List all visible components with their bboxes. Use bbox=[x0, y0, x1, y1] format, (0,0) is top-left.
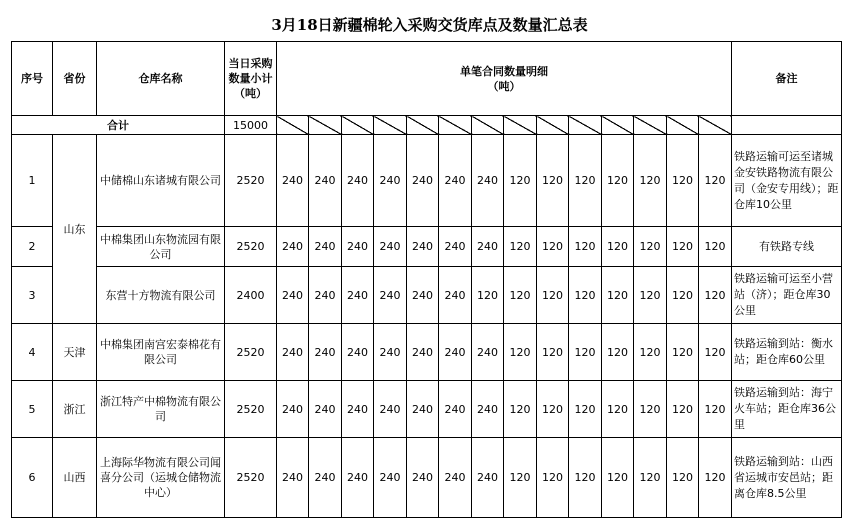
detail-cell: 240 bbox=[407, 227, 439, 267]
detail-cell: 120 bbox=[569, 324, 602, 381]
row-remark: 铁路运输可运至诸城金安铁路物流有限公司（金安专用线）；距仓库10公里 bbox=[732, 135, 842, 227]
table-row bbox=[12, 381, 842, 438]
table-row bbox=[12, 267, 842, 324]
detail-cell: 120 bbox=[699, 438, 732, 518]
empty-diagonal-cell bbox=[407, 116, 439, 135]
detail-cell: 240 bbox=[439, 267, 472, 324]
detail-cell: 240 bbox=[342, 135, 374, 227]
row-province: 山西 bbox=[53, 438, 97, 518]
empty-diagonal-cell bbox=[699, 116, 732, 135]
row-warehouse: 中棉集团南宫宏泰棉花有限公司 bbox=[97, 324, 225, 381]
detail-cell: 240 bbox=[374, 438, 407, 518]
detail-cell: 240 bbox=[342, 324, 374, 381]
detail-cell: 240 bbox=[277, 381, 309, 438]
header-warehouse: 仓库名称 bbox=[97, 42, 225, 116]
summary-table bbox=[11, 41, 842, 518]
detail-cell: 240 bbox=[342, 227, 374, 267]
empty-diagonal-cell bbox=[342, 116, 374, 135]
detail-cell: 240 bbox=[374, 135, 407, 227]
detail-cell: 120 bbox=[634, 267, 667, 324]
detail-cell: 120 bbox=[504, 381, 537, 438]
detail-cell: 240 bbox=[407, 135, 439, 227]
row-remark: 铁路运输到站：山西省运城市安邑站；距离仓库8.5公里 bbox=[732, 438, 842, 518]
detail-cell: 240 bbox=[374, 381, 407, 438]
empty-diagonal-cell bbox=[277, 116, 309, 135]
detail-cell: 120 bbox=[602, 267, 634, 324]
detail-cell: 240 bbox=[309, 135, 342, 227]
row-province: 天津 bbox=[53, 324, 97, 381]
row-remark: 铁路运输到站：衡水站；距仓库60公里 bbox=[732, 324, 842, 381]
detail-cell: 120 bbox=[504, 227, 537, 267]
row-warehouse: 浙江特产中棉物流有限公司 bbox=[97, 381, 225, 438]
detail-cell: 240 bbox=[439, 381, 472, 438]
row-total: 2520 bbox=[225, 438, 277, 518]
detail-cell: 120 bbox=[667, 135, 699, 227]
row-warehouse: 上海际华物流有限公司闻喜分公司（运城仓储物流中心） bbox=[97, 438, 225, 518]
detail-cell: 120 bbox=[504, 324, 537, 381]
row-seq: 4 bbox=[12, 324, 53, 381]
table-row bbox=[12, 135, 842, 227]
row-remark: 铁路运输到站：海宁火车站；距仓库36公里 bbox=[732, 381, 842, 438]
detail-cell: 240 bbox=[407, 267, 439, 324]
detail-cell: 240 bbox=[472, 227, 504, 267]
header-daily-total: 当日采购数量小计（吨） bbox=[225, 42, 277, 116]
total-label: 合计 bbox=[12, 116, 225, 135]
detail-cell: 240 bbox=[374, 227, 407, 267]
detail-cell: 240 bbox=[277, 267, 309, 324]
detail-cell: 120 bbox=[634, 135, 667, 227]
detail-cell: 120 bbox=[699, 135, 732, 227]
detail-cell: 240 bbox=[439, 135, 472, 227]
detail-cell: 240 bbox=[472, 324, 504, 381]
header-remark: 备注 bbox=[732, 42, 842, 116]
table-row bbox=[12, 324, 842, 381]
empty-diagonal-cell bbox=[569, 116, 602, 135]
detail-cell: 120 bbox=[569, 135, 602, 227]
detail-cell: 240 bbox=[309, 227, 342, 267]
row-total: 2520 bbox=[225, 324, 277, 381]
detail-cell: 240 bbox=[374, 267, 407, 324]
detail-cell: 240 bbox=[309, 267, 342, 324]
detail-cell: 120 bbox=[634, 438, 667, 518]
detail-cell: 120 bbox=[504, 267, 537, 324]
detail-cell: 120 bbox=[602, 135, 634, 227]
detail-cell: 240 bbox=[342, 267, 374, 324]
row-seq: 1 bbox=[12, 135, 53, 227]
detail-cell: 240 bbox=[277, 324, 309, 381]
detail-cell: 120 bbox=[667, 438, 699, 518]
row-warehouse: 东营十方物流有限公司 bbox=[97, 267, 225, 324]
table-row bbox=[12, 438, 842, 518]
detail-cell: 120 bbox=[537, 227, 569, 267]
detail-cell: 120 bbox=[667, 227, 699, 267]
row-warehouse: 中储棉山东诸城有限公司 bbox=[97, 135, 225, 227]
detail-cell: 120 bbox=[537, 267, 569, 324]
empty-diagonal-cell bbox=[537, 116, 569, 135]
empty-diagonal-cell bbox=[374, 116, 407, 135]
empty-diagonal-cell bbox=[472, 116, 504, 135]
row-remark: 有铁路专线 bbox=[732, 227, 842, 267]
row-remark: 铁路运输可运至小营站（济）；距仓库30公里 bbox=[732, 267, 842, 324]
detail-cell: 120 bbox=[699, 227, 732, 267]
detail-cell: 120 bbox=[634, 324, 667, 381]
header-detail-label: 单笔合同数量明细 bbox=[460, 64, 548, 78]
row-total: 2520 bbox=[225, 227, 277, 267]
detail-cell: 240 bbox=[472, 438, 504, 518]
header-row bbox=[12, 42, 842, 116]
detail-cell: 240 bbox=[342, 381, 374, 438]
detail-cell: 240 bbox=[439, 438, 472, 518]
detail-cell: 120 bbox=[602, 227, 634, 267]
row-seq: 2 bbox=[12, 227, 53, 267]
header-detail-unit: （吨） bbox=[487, 79, 521, 93]
row-seq: 5 bbox=[12, 381, 53, 438]
row-total: 2520 bbox=[225, 381, 277, 438]
detail-cell: 240 bbox=[407, 438, 439, 518]
detail-cell: 240 bbox=[342, 438, 374, 518]
detail-cell: 120 bbox=[602, 381, 634, 438]
header-seq: 序号 bbox=[12, 42, 53, 116]
row-seq: 6 bbox=[12, 438, 53, 518]
detail-cell: 120 bbox=[569, 227, 602, 267]
row-total: 2400 bbox=[225, 267, 277, 324]
empty-diagonal-cell bbox=[602, 116, 634, 135]
table-row bbox=[12, 227, 842, 267]
detail-cell: 120 bbox=[569, 438, 602, 518]
detail-cell: 120 bbox=[667, 267, 699, 324]
detail-cell: 240 bbox=[439, 324, 472, 381]
detail-cell: 120 bbox=[602, 324, 634, 381]
detail-cell: 240 bbox=[472, 381, 504, 438]
row-province: 山东 bbox=[53, 135, 97, 324]
detail-cell: 240 bbox=[374, 324, 407, 381]
detail-cell: 120 bbox=[537, 381, 569, 438]
total-value: 15000 bbox=[225, 116, 277, 135]
total-row bbox=[12, 116, 842, 135]
empty-diagonal-cell bbox=[439, 116, 472, 135]
row-total: 2520 bbox=[225, 135, 277, 227]
detail-cell: 120 bbox=[569, 267, 602, 324]
header-province: 省份 bbox=[53, 42, 97, 116]
detail-cell: 120 bbox=[634, 227, 667, 267]
empty-diagonal-cell bbox=[634, 116, 667, 135]
detail-cell: 120 bbox=[699, 324, 732, 381]
detail-cell: 120 bbox=[504, 135, 537, 227]
detail-cell: 240 bbox=[309, 438, 342, 518]
detail-cell: 120 bbox=[569, 381, 602, 438]
detail-cell: 240 bbox=[407, 324, 439, 381]
detail-cell: 120 bbox=[537, 135, 569, 227]
empty-diagonal-cell bbox=[309, 116, 342, 135]
total-remark-cell bbox=[732, 116, 842, 135]
detail-cell: 120 bbox=[537, 324, 569, 381]
detail-cell: 120 bbox=[504, 438, 537, 518]
detail-cell: 240 bbox=[472, 135, 504, 227]
detail-cell: 120 bbox=[667, 324, 699, 381]
detail-cell: 120 bbox=[472, 267, 504, 324]
detail-cell: 240 bbox=[407, 381, 439, 438]
detail-cell: 120 bbox=[537, 438, 569, 518]
detail-cell: 120 bbox=[667, 381, 699, 438]
detail-cell: 240 bbox=[277, 135, 309, 227]
detail-cell: 120 bbox=[699, 267, 732, 324]
detail-cell: 120 bbox=[602, 438, 634, 518]
empty-diagonal-cell bbox=[667, 116, 699, 135]
detail-cell: 240 bbox=[439, 227, 472, 267]
detail-cell: 240 bbox=[277, 438, 309, 518]
header-detail bbox=[277, 42, 732, 116]
row-province: 浙江 bbox=[53, 381, 97, 438]
detail-cell: 240 bbox=[277, 227, 309, 267]
detail-cell: 240 bbox=[309, 324, 342, 381]
detail-cell: 120 bbox=[634, 381, 667, 438]
detail-cell: 120 bbox=[699, 381, 732, 438]
row-seq: 3 bbox=[12, 267, 53, 324]
detail-cell: 240 bbox=[309, 381, 342, 438]
row-warehouse: 中棉集团山东物流园有限公司 bbox=[97, 227, 225, 267]
page-title: 3月18日新疆棉轮入采购交货库点及数量汇总表 bbox=[271, 16, 588, 34]
empty-diagonal-cell bbox=[504, 116, 537, 135]
